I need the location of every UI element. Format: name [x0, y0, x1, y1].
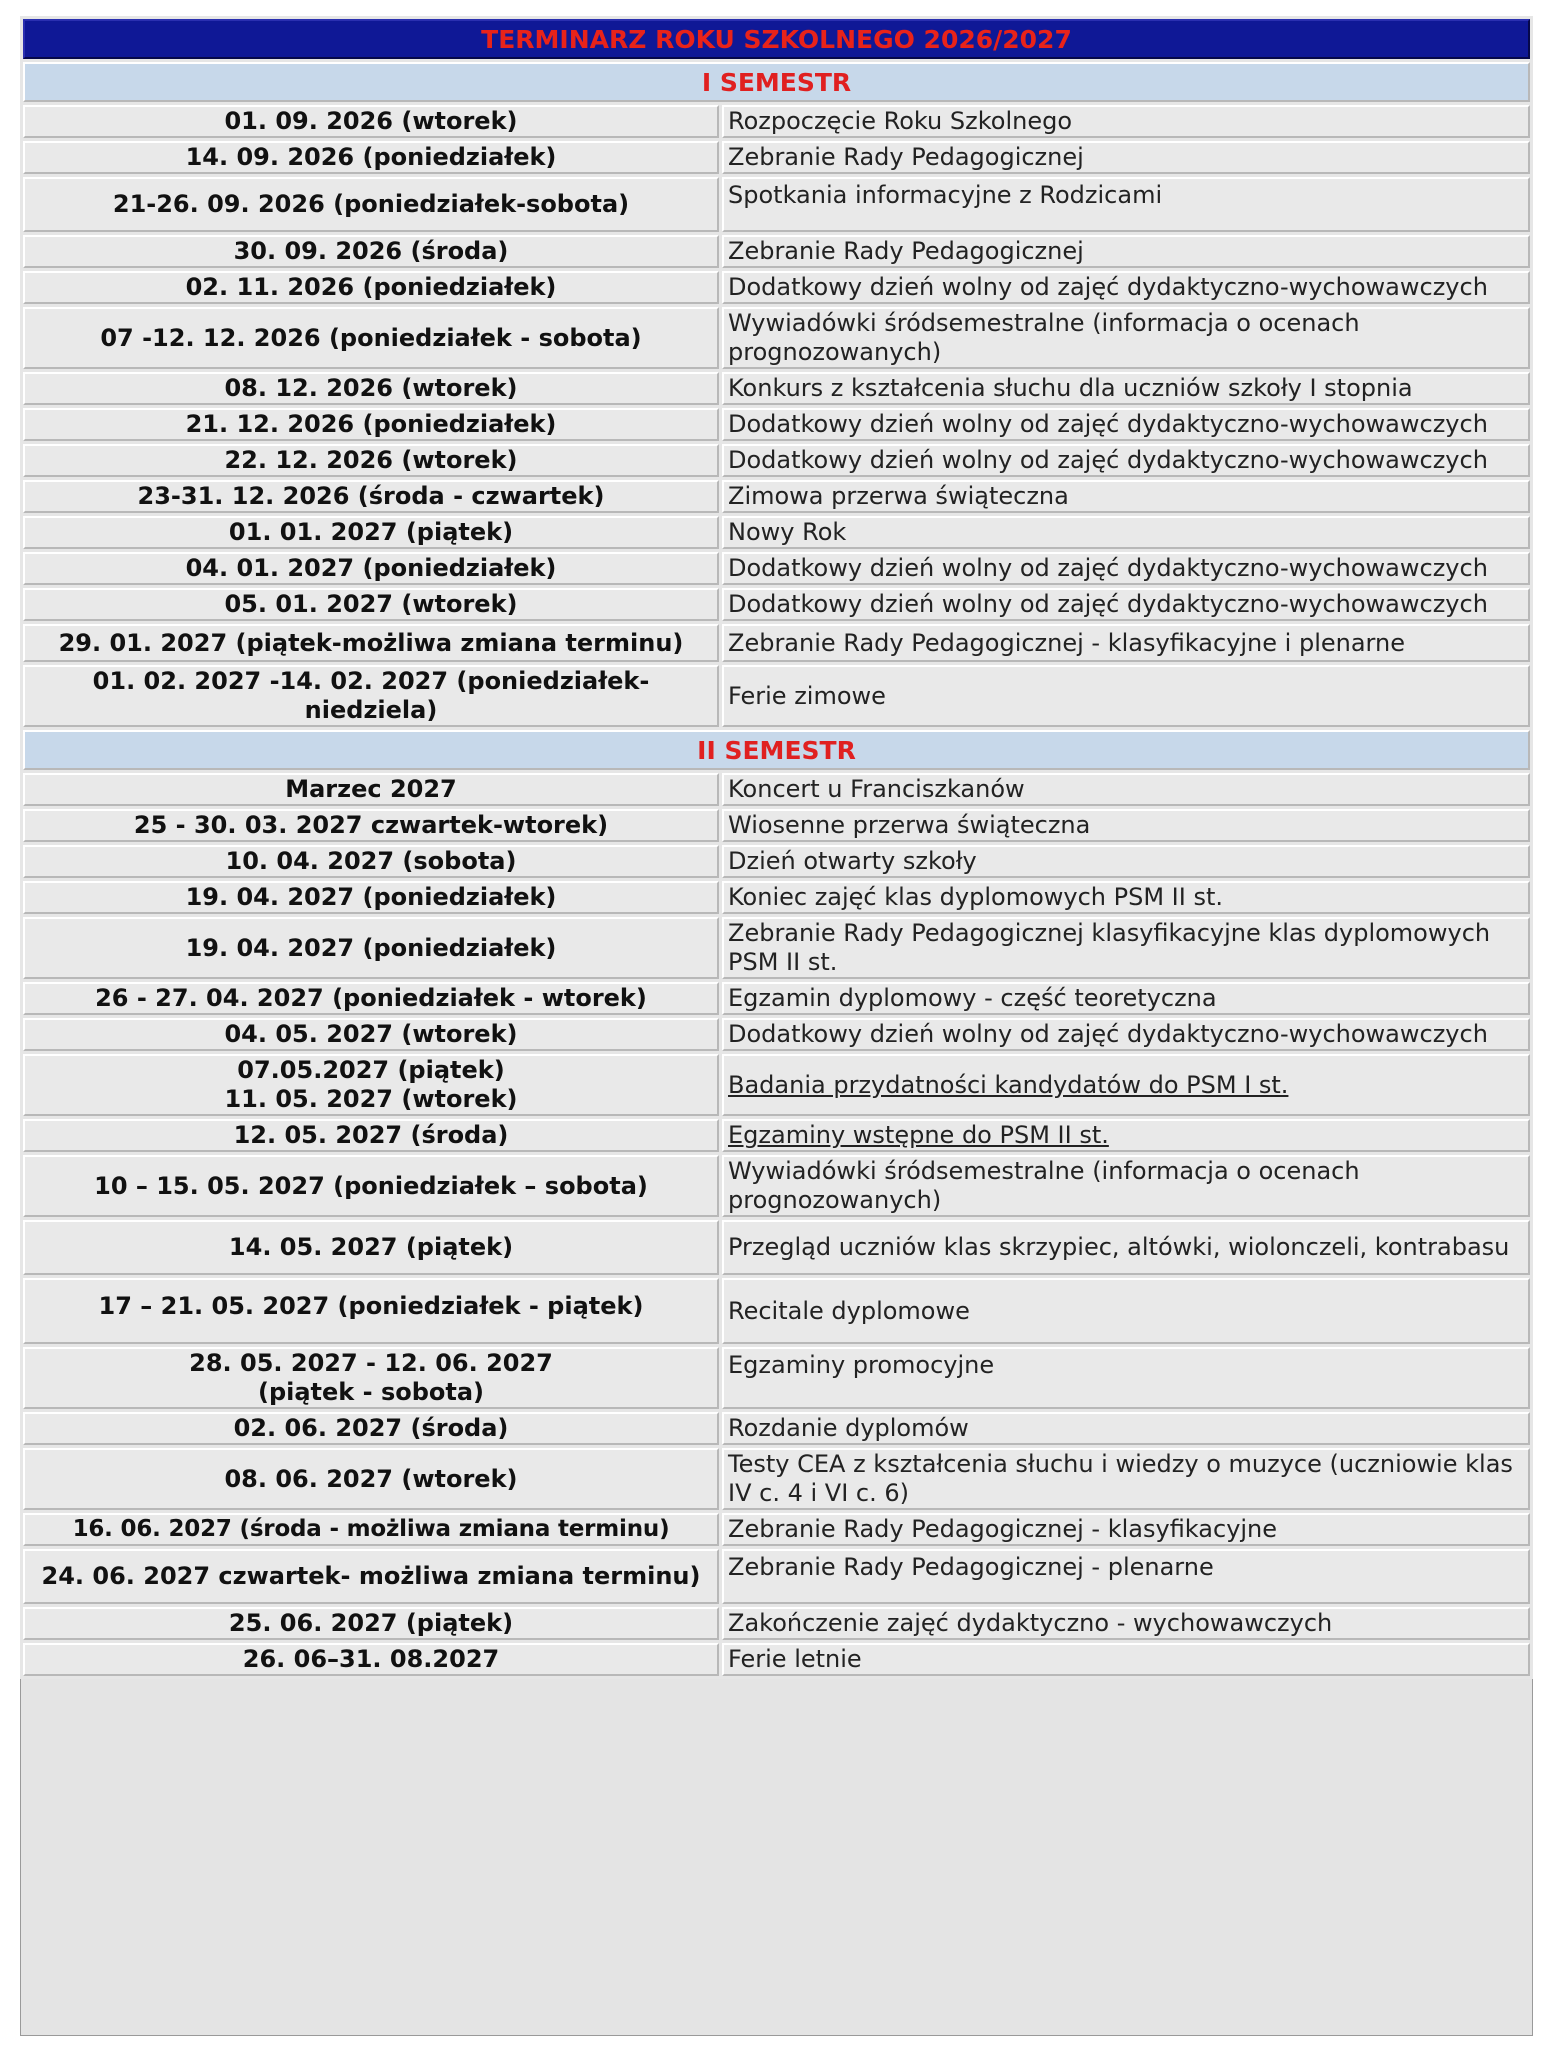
date-cell: 22. 12. 2026 (wtorek): [23, 444, 719, 477]
table-row: [23, 177, 1530, 232]
date-cell: 02. 06. 2027 (środa): [23, 1412, 719, 1445]
date-cell: 30. 09. 2026 (środa): [23, 235, 719, 268]
table-row: [23, 1054, 1530, 1116]
table-row: [23, 1448, 1530, 1510]
table-row: [23, 1412, 1530, 1445]
table-row: [23, 1347, 1530, 1409]
table-row: [23, 480, 1530, 513]
event-cell: Zebranie Rady Pedagogicznej: [722, 141, 1530, 174]
date-cell: 14. 09. 2026 (poniedziałek): [23, 141, 719, 174]
date-cell: 19. 04. 2027 (poniedziałek): [23, 881, 719, 914]
date-cell: 21. 12. 2026 (poniedziałek): [23, 408, 719, 441]
table-row: [23, 1155, 1530, 1217]
date-cell: 16. 06. 2027 (środa - możliwa zmiana terminu): [23, 1513, 719, 1546]
event-link[interactable]: Badania przydatności kandydatów do PSM I st.: [728, 1070, 1289, 1099]
date-cell: 17 – 21. 05. 2027 (poniedziałek - piątek): [23, 1278, 719, 1344]
date-cell: 29. 01. 2027 (piątek-możliwa zmiana terminu): [23, 624, 719, 662]
event-link[interactable]: Egzaminy wstępne do PSM II st.: [728, 1121, 1109, 1149]
event-cell: Koncert u Franciszkanów: [722, 773, 1530, 806]
event-cell: Recitale dyplomowe: [722, 1278, 1530, 1344]
table-row: [23, 665, 1530, 727]
event-cell: Dodatkowy dzień wolny od zajęć dydaktyczno-wychowawczych: [722, 408, 1530, 441]
table-row: [23, 881, 1530, 914]
table-row: [23, 444, 1530, 477]
table-row: [23, 809, 1530, 842]
semester-header-row: [23, 62, 1530, 102]
date-cell: 23-31. 12. 2026 (środa - czwartek): [23, 480, 719, 513]
date-cell: 01. 09. 2026 (wtorek): [23, 105, 719, 138]
date-line: 28. 05. 2027 - 12. 06. 2027: [189, 1349, 553, 1377]
school-year-schedule-table: [20, 16, 1533, 1679]
table-row: [23, 408, 1530, 441]
date-cell: 26 - 27. 04. 2027 (poniedziałek - wtorek): [23, 982, 719, 1015]
table-row: [23, 845, 1530, 878]
event-cell: Koniec zajęć klas dyplomowych PSM II st.: [722, 881, 1530, 914]
table-row: [23, 552, 1530, 585]
date-cell: 04. 01. 2027 (poniedziałek): [23, 552, 719, 585]
table-row: [23, 982, 1530, 1015]
table-row: [23, 372, 1530, 405]
table-row: [23, 1549, 1530, 1604]
event-cell: Spotkania informacyjne z Rodzicami: [722, 177, 1530, 232]
event-cell: Zebranie Rady Pedagogicznej: [722, 235, 1530, 268]
event-cell: Rozpoczęcie Roku Szkolnego: [722, 105, 1530, 138]
date-cell: 08. 06. 2027 (wtorek): [23, 1448, 719, 1510]
event-cell: Wywiadówki śródsemestralne (informacja o ocenach prognozowanych): [722, 307, 1530, 369]
event-cell: Dodatkowy dzień wolny od zajęć dydaktyczno-wychowawczych: [722, 271, 1530, 304]
date-line: 07.05.2027 (piątek): [237, 1056, 505, 1084]
date-cell: 10. 04. 2027 (sobota): [23, 845, 719, 878]
table-row: [23, 235, 1530, 268]
date-cell: 25. 06. 2027 (piątek): [23, 1607, 719, 1640]
table-row: [23, 1643, 1530, 1676]
date-cell: 05. 01. 2027 (wtorek): [23, 588, 719, 621]
event-cell: Dodatkowy dzień wolny od zajęć dydaktyczno-wychowawczych: [722, 552, 1530, 585]
table-row: [23, 917, 1530, 979]
event-cell: Zebranie Rady Pedagogicznej klasyfikacyjne klas dyplomowych PSM II st.: [722, 917, 1530, 979]
table-row: [23, 1220, 1530, 1275]
date-cell: 04. 05. 2027 (wtorek): [23, 1018, 719, 1051]
event-cell: [722, 1119, 1530, 1152]
event-cell: Ferie zimowe: [722, 665, 1530, 727]
date-cell: 01. 02. 2027 -14. 02. 2027 (poniedziałek-niedziela): [23, 665, 719, 727]
event-cell: Zakończenie zajęć dydaktyczno - wychowawczych: [722, 1607, 1530, 1640]
event-cell: Zebranie Rady Pedagogicznej - klasyfikacyjne: [722, 1513, 1530, 1546]
event-cell: Ferie letnie: [722, 1643, 1530, 1676]
date-cell: 12. 05. 2027 (środa): [23, 1119, 719, 1152]
event-cell: [722, 1054, 1530, 1116]
table-row: [23, 588, 1530, 621]
event-cell: Dzień otwarty szkoły: [722, 845, 1530, 878]
date-cell: 25 - 30. 03. 2027 czwartek-wtorek): [23, 809, 719, 842]
event-cell: Zebranie Rady Pedagogicznej - plenarne: [722, 1549, 1530, 1604]
date-cell: 21-26. 09. 2026 (poniedziałek-sobota): [23, 177, 719, 232]
date-cell: [23, 1054, 719, 1116]
date-cell: 10 – 15. 05. 2027 (poniedziałek – sobota): [23, 1155, 719, 1217]
event-cell: Wywiadówki śródsemestralne (informacja o ocenach prognozowanych): [722, 1155, 1530, 1217]
event-cell: Dodatkowy dzień wolny od zajęć dydaktyczno-wychowawczych: [722, 588, 1530, 621]
semester-2-header: II SEMESTR: [23, 730, 1530, 770]
date-cell: 07 -12. 12. 2026 (poniedziałek - sobota): [23, 307, 719, 369]
date-cell: 26. 06–31. 08.2027: [23, 1643, 719, 1676]
table-row: [23, 516, 1530, 549]
table-row: [23, 1018, 1530, 1051]
date-cell: 24. 06. 2027 czwartek- możliwa zmiana terminu): [23, 1549, 719, 1604]
table-row: [23, 1278, 1530, 1344]
event-cell: Wiosenne przerwa świąteczna: [722, 809, 1530, 842]
table-row: [23, 307, 1530, 369]
semester-1-header: I SEMESTR: [23, 62, 1530, 102]
event-cell: Konkurs z kształcenia słuchu dla uczniów szkoły I stopnia: [722, 372, 1530, 405]
date-cell: 02. 11. 2026 (poniedziałek): [23, 271, 719, 304]
event-cell: Zebranie Rady Pedagogicznej - klasyfikacyjne i plenarne: [722, 624, 1530, 662]
table-row: [23, 1513, 1530, 1546]
semester-header-row: [23, 730, 1530, 770]
table-row: [23, 1607, 1530, 1640]
schedule-title: TERMINARZ ROKU SZKOLNEGO 2026/2027: [23, 19, 1530, 59]
event-cell: Przegląd uczniów klas skrzypiec, altówki, wiolonczeli, kontrabasu: [722, 1220, 1530, 1275]
table-row: [23, 105, 1530, 138]
date-cell: 14. 05. 2027 (piątek): [23, 1220, 719, 1275]
table-row: [23, 271, 1530, 304]
event-cell: Zimowa przerwa świąteczna: [722, 480, 1530, 513]
event-cell: Egzaminy promocyjne: [722, 1347, 1530, 1409]
date-cell: 19. 04. 2027 (poniedziałek): [23, 917, 719, 979]
event-cell: Rozdanie dyplomów: [722, 1412, 1530, 1445]
table-row: [23, 773, 1530, 806]
event-cell: Dodatkowy dzień wolny od zajęć dydaktyczno-wychowawczych: [722, 444, 1530, 477]
date-cell: [23, 1347, 719, 1409]
table-row: [23, 624, 1530, 662]
event-cell: Dodatkowy dzień wolny od zajęć dydaktyczno-wychowawczych: [722, 1018, 1530, 1051]
date-cell: 01. 01. 2027 (piątek): [23, 516, 719, 549]
date-cell: 08. 12. 2026 (wtorek): [23, 372, 719, 405]
event-cell: Nowy Rok: [722, 516, 1530, 549]
date-line: 11. 05. 2027 (wtorek): [224, 1085, 518, 1113]
table-row: [23, 141, 1530, 174]
date-line: (piątek - sobota): [257, 1378, 485, 1406]
title-row: [23, 19, 1530, 59]
table-row: [23, 1119, 1530, 1152]
event-cell: Egzamin dyplomowy - część teoretyczna: [722, 982, 1530, 1015]
event-cell: Testy CEA z kształcenia słuchu i wiedzy o muzyce (uczniowie klas IV c. 4 i VI c. 6): [722, 1448, 1530, 1510]
date-cell: Marzec 2027: [23, 773, 719, 806]
